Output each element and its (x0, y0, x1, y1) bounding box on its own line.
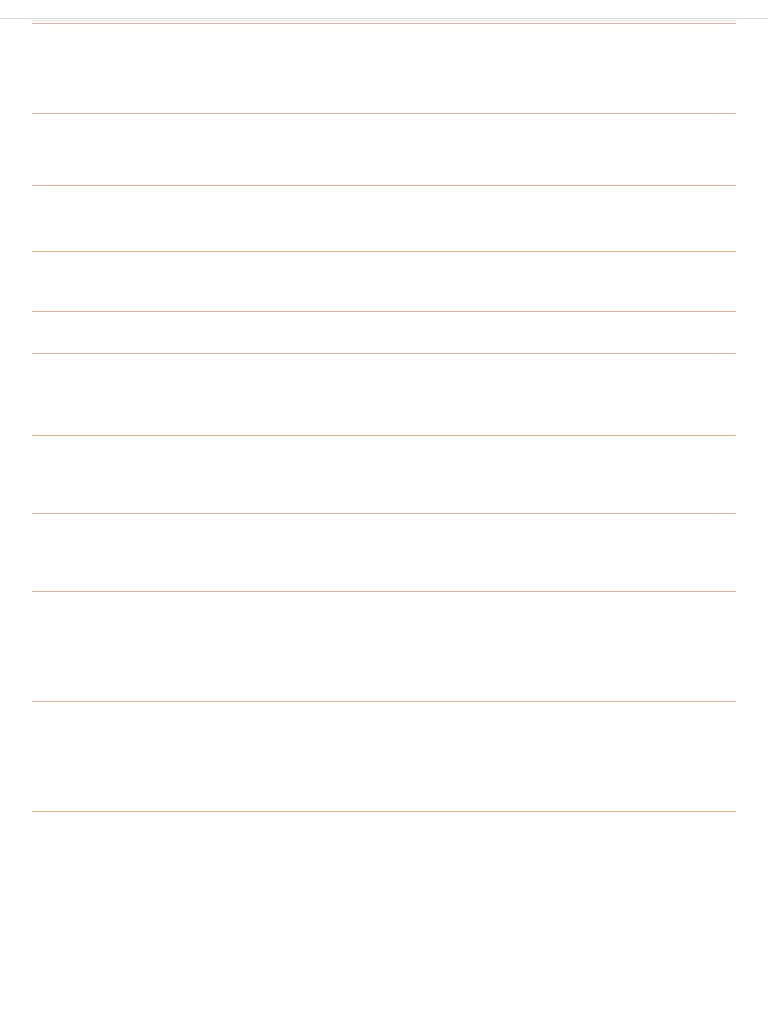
section-5 (32, 311, 736, 351)
window-topbar (0, 0, 768, 19)
section-heading (32, 185, 736, 186)
section-heading (32, 435, 736, 436)
main-content (0, 19, 768, 891)
section-8 (32, 513, 736, 589)
section-heading (32, 591, 736, 592)
section-heading (32, 113, 736, 114)
title-area (32, 20, 736, 21)
section-1 (32, 23, 736, 111)
section-9 (32, 591, 736, 699)
section-7 (32, 435, 736, 511)
section-11 (32, 811, 736, 891)
section-10 (32, 701, 736, 809)
section-heading (32, 23, 736, 24)
section-6 (32, 353, 736, 433)
section-heading (32, 353, 736, 354)
section-heading (32, 251, 736, 252)
section-4 (32, 251, 736, 309)
section-2 (32, 113, 736, 183)
section-3 (32, 185, 736, 249)
section-heading (32, 513, 736, 514)
section-heading (32, 811, 736, 812)
section-heading (32, 311, 736, 312)
section-heading (32, 701, 736, 702)
